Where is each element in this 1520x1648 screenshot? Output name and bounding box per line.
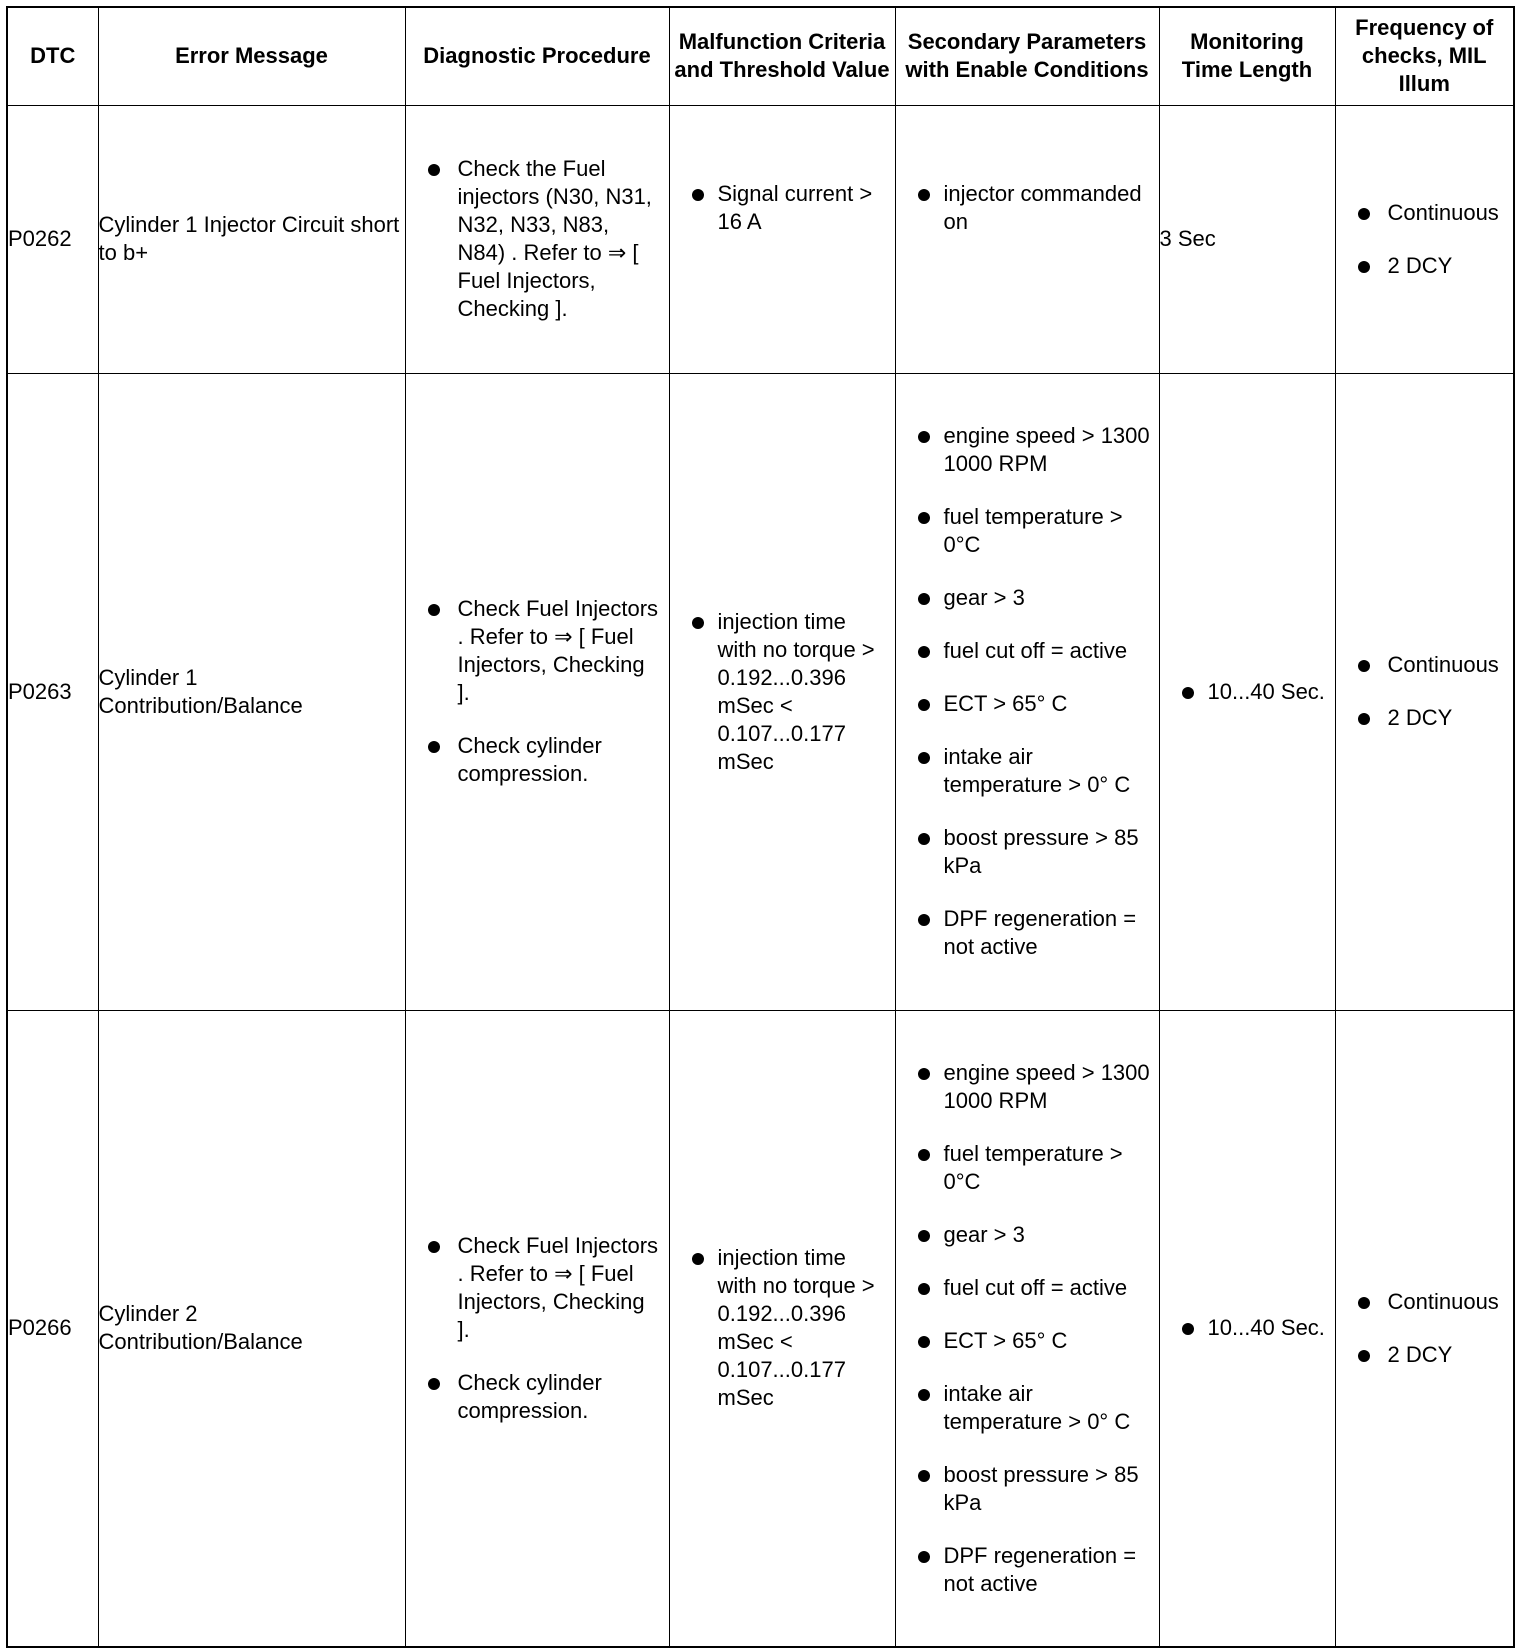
frequency-cell [1335,373,1514,1010]
diagnostic-procedure-item: Check Fuel Injectors . Refer to ⇒ [ Fuel Injectors, Checking ]. [406,595,669,707]
dtc-code: P0266 [7,1010,98,1647]
secondary-parameter-item: ECT > 65° C [896,690,1159,718]
secondary-parameter-item: engine speed > 1300 1000 RPM [896,1059,1159,1115]
monitoring-time: 3 Sec [1159,105,1335,373]
secondary-parameter-item: fuel cut off = active [896,1274,1159,1302]
secondary-parameter-item: DPF regeneration = not active [896,1542,1159,1598]
secondary-parameter-item: fuel temperature > 0°C [896,1140,1159,1196]
error-message: Cylinder 1 Injector Circuit short to b+ [98,105,405,373]
frequency-item: 2 DCY [1336,704,1514,732]
diagnostic-procedure-item: Check cylinder compression. [406,1369,669,1425]
header-diagnostic-procedure: Diagnostic Procedure [405,7,669,105]
dtc-table [6,6,1515,1648]
header-error-message: Error Message [98,7,405,105]
diagnostic-procedure-item: Check Fuel Injectors . Refer to ⇒ [ Fuel Injectors, Checking ]. [406,1232,669,1344]
monitoring-time-cell [1159,1010,1335,1647]
monitoring-time-cell [1159,373,1335,1010]
table-row [7,1010,1514,1647]
error-message: Cylinder 2 Contribution/Balance [98,1010,405,1647]
header-dtc: DTC [7,7,98,105]
dtc-code: P0263 [7,373,98,1010]
secondary-parameter-item: engine speed > 1300 1000 RPM [896,422,1159,478]
frequency-cell [1335,1010,1514,1647]
frequency-item: Continuous [1336,1288,1514,1316]
table-row [7,105,1514,373]
frequency-item: 2 DCY [1336,252,1514,280]
monitoring-time-item: 10...40 Sec. [1160,1314,1335,1342]
frequency-item: Continuous [1336,199,1514,227]
diagnostic-procedure-item: Check the Fuel injectors (N30, N31, N32, N33, N83, N84) . Refer to ⇒ [ Fuel Injectors, Checking ]. [406,155,669,323]
secondary-parameter-item: intake air temperature > 0° C [896,1380,1159,1436]
diagnostic-procedure-item: Check cylinder compression. [406,732,669,788]
header-secondary-parameters: Secondary Parameters with Enable Conditions [895,7,1159,105]
secondary-parameter-item: boost pressure > 85 kPa [896,1461,1159,1517]
secondary-parameter-item: boost pressure > 85 kPa [896,824,1159,880]
table-row [7,373,1514,1010]
secondary-parameter-item: fuel temperature > 0°C [896,503,1159,559]
header-monitoring-time: Monitoring Time Length [1159,7,1335,105]
monitoring-time-item: 10...40 Sec. [1160,678,1335,706]
frequency-item: Continuous [1336,651,1514,679]
secondary-parameter-item: gear > 3 [896,584,1159,612]
frequency-cell [1335,105,1514,373]
secondary-parameter-item: injector commanded on [896,180,1159,236]
header-row [7,7,1514,105]
malfunction-criteria-cell [669,373,895,1010]
secondary-parameter-item: ECT > 65° C [896,1327,1159,1355]
header-malfunction-criteria: Malfunction Criteria and Threshold Value [669,7,895,105]
header-frequency: Frequency of checks, MIL Illum [1335,7,1514,105]
malfunction-criteria-item: Signal current > 16 A [670,180,895,236]
malfunction-criteria-cell [669,1010,895,1647]
diagnostic-procedure-cell [405,373,669,1010]
dtc-code: P0262 [7,105,98,373]
secondary-parameters-cell [895,1010,1159,1647]
frequency-item: 2 DCY [1336,1341,1514,1369]
malfunction-criteria-cell [669,105,895,373]
secondary-parameter-item: intake air temperature > 0° C [896,743,1159,799]
secondary-parameter-item: DPF regeneration = not active [896,905,1159,961]
secondary-parameter-item: gear > 3 [896,1221,1159,1249]
secondary-parameter-item: fuel cut off = active [896,637,1159,665]
diagnostic-procedure-cell [405,1010,669,1647]
secondary-parameters-cell [895,373,1159,1010]
error-message: Cylinder 1 Contribution/Balance [98,373,405,1010]
malfunction-criteria-item: injection time with no torque > 0.192...0.396 mSec < 0.107...0.177 mSec [670,1244,895,1412]
secondary-parameters-cell [895,105,1159,373]
diagnostic-procedure-cell [405,105,669,373]
malfunction-criteria-item: injection time with no torque > 0.192...0.396 mSec < 0.107...0.177 mSec [670,608,895,776]
